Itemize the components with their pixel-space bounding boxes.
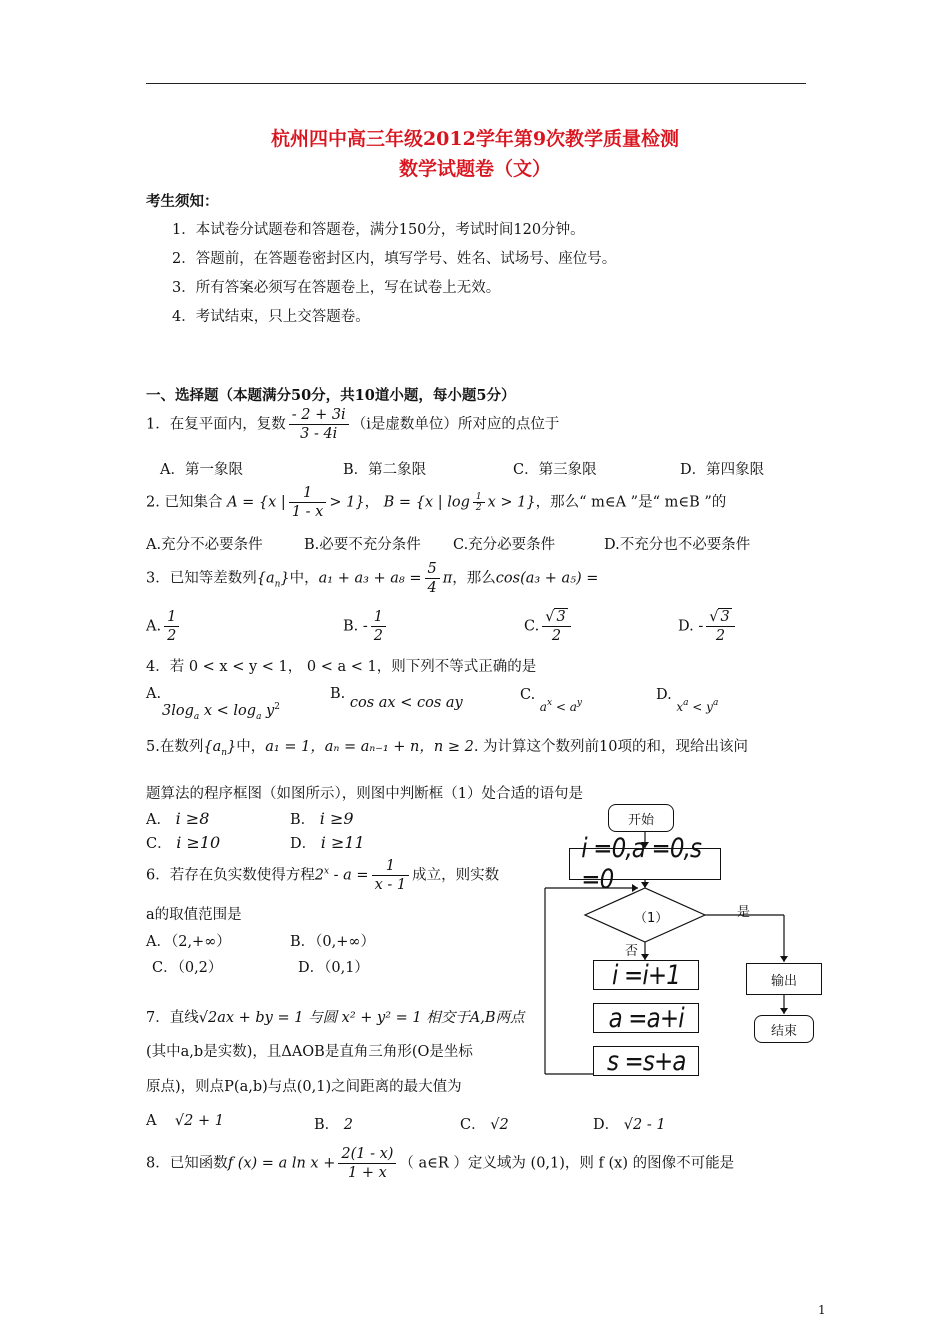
q3-option-b (343, 608, 389, 645)
question-7 (146, 1006, 524, 1027)
q3-opt-d-sqrt: 3 (720, 609, 730, 625)
q6-option-c: C．（0,2） (152, 960, 223, 976)
q1-fraction (289, 406, 349, 443)
flowchart-output: 输出 (746, 963, 822, 995)
question-3: 3．已知等差数列$\{a_n\}$中，a₁ + a₃ + a₈ = $\frac{5}{4}$ π，那么cos(a₃ + a₅) = (146, 561, 599, 596)
q6-expr-mid: - a = (329, 867, 369, 884)
flowchart-step1 (593, 960, 699, 990)
q6-option-a: A．（2,+∞） (146, 934, 231, 950)
q5-seq: {a (203, 739, 222, 755)
q3-opt-d-den: 2 (715, 628, 726, 644)
q3-opt-a-den: 2 (167, 628, 177, 644)
notice-item: 1．本试卷分试题卷和答题卷，满分150分，考试时间120分钟。 (172, 222, 585, 238)
q5-tail: . 为计算这个数列前10项的和，现给出该问 (473, 739, 749, 755)
q2-set-b-end: x > 1} (487, 494, 536, 511)
q5-opt-b-label: B． (290, 812, 316, 828)
q2-option-a: A.充分不必要条件 (146, 537, 263, 553)
q5-prefix: 5.在数列 (146, 739, 204, 755)
q3-pi: π (442, 570, 453, 587)
q4-opt-d-label: D. (656, 687, 672, 703)
q4-opt-d-sup2: a (712, 698, 719, 708)
q3-opt-c-label: C. (524, 618, 540, 635)
q8-fx: f (x) = a ln x + (227, 1155, 336, 1172)
q4-opt-a-expr: 3log (162, 703, 194, 719)
q1-prefix: 1．在复平面内，复数 (146, 416, 286, 433)
q6-suffix: 成立，则实数 (412, 867, 500, 884)
q2-numerator: 1 (289, 484, 327, 503)
q4-opt-c-mid: < a (552, 700, 577, 714)
q4-opt-a-sub2: a (256, 712, 262, 722)
q7-opt-c-label: C． (460, 1117, 486, 1133)
q3-fraction (425, 560, 440, 597)
q2-option-c: C.充分必要条件 (453, 537, 556, 553)
q3-opt-d-label: D. - (678, 618, 704, 635)
q3-den: 4 (427, 580, 437, 596)
flowchart-yes-label: 是 (737, 905, 751, 920)
q3-prefix: 3．已知等差数列 (146, 570, 257, 587)
q7-option-a (146, 1113, 224, 1129)
q6-den: x - 1 (374, 877, 407, 893)
flowchart-start: 开始 (608, 804, 674, 832)
q3-option-c (524, 608, 574, 645)
q5-opt-c-label: C． (146, 836, 172, 852)
q2-set-a-end: > 1} (329, 494, 365, 511)
q5-seq-sub: n (221, 748, 228, 758)
q4-opt-b-label: B. (330, 686, 346, 702)
q5-opt-b: i ≥9 (319, 809, 354, 828)
q4-opt-d-mid: < y (688, 700, 713, 714)
q7-line2: (其中a,b是实数)，且ΔAOB是直角三角形(O是坐标 (146, 1044, 473, 1060)
q6-expr: 2 (314, 867, 324, 884)
question-2: 2. 已知集合 A = {x | $\frac{1}{1 - x}$ > 1}， B = {x | log $\frac{1}{2}$ x > 1}，那么“ m∈A ”是“ m∈B ”的 (146, 485, 727, 520)
q4-opt-a-sub: a (193, 712, 200, 722)
q8-den: 1 + x (348, 1165, 387, 1181)
q3-opt-a-num: 1 (164, 608, 179, 627)
q4-opt-c-sup2: y (576, 698, 582, 708)
q3-opt-b-num: 1 (371, 608, 386, 627)
q3-opt-c-den: 2 (551, 628, 562, 644)
q5-mid: 中， (236, 739, 266, 755)
flowchart-decision: （1） (634, 911, 669, 926)
q7-option-b (314, 1113, 353, 1134)
q4-opt-b-expr: cos ax < cos ay (349, 695, 463, 711)
q4-opt-d-sup1: a (683, 698, 689, 708)
q5-line2: 题算法的程序框图（如图所示），则图中判断框（1）处合适的语句是 (146, 786, 583, 802)
q7-opt-c: √2 (490, 1117, 509, 1133)
q1-option-a: A．第一象限 (160, 462, 243, 478)
flowchart-step3 (593, 1046, 699, 1076)
q7-opt-a: √2 + 1 (174, 1113, 224, 1129)
q3-cos: cos(a₃ + a₅) = (495, 570, 599, 587)
q6-expr-sup: x (323, 866, 330, 877)
q1-suffix: （i是虚数单位）所对应的点位于 (351, 416, 560, 433)
q3-option-a (146, 608, 182, 645)
question-4: 4．若 0 < x < y < 1， 0 < a < 1，则下列不等式正确的是 (146, 659, 537, 675)
q3-opt-b-den: 2 (373, 628, 384, 644)
q1-denominator: 3 - 4i (300, 426, 338, 442)
q1-numerator: - 2 + 3i (289, 406, 349, 425)
q4-opt-a-sup: 2 (274, 702, 280, 712)
q5-option-d (290, 832, 365, 853)
q2-option-b: B.必要不充分条件 (304, 537, 421, 553)
q4-opt-d-x: x (676, 700, 684, 714)
q7-opt-b: 2 (343, 1117, 353, 1133)
q3-opt-c-sqrt: 3 (556, 609, 566, 625)
q5-option-a (146, 808, 209, 829)
q3-opt-c-num: √ 3 (542, 608, 570, 627)
q7-opt-b-label: B． (314, 1117, 340, 1133)
q1-option-d: D．第四象限 (680, 462, 765, 478)
flowchart-step1-text: i =i+1 (611, 959, 680, 991)
q6-line2: a的取值范围是 (146, 907, 242, 923)
flowchart-init-text: i =0,a =0,s =0 (581, 833, 702, 895)
q6-option-b: B．（0,+∞） (290, 934, 375, 950)
q4-opt-a-label: A. (146, 686, 162, 702)
q3-opt-a-label: A. (146, 618, 162, 635)
q2-set-a: A = {x | (227, 494, 286, 511)
section-heading: 一、选择题（本题满分50分，共10道小题，每小题5分） (146, 387, 516, 404)
flowchart-step2-text: a =a+i (608, 1002, 684, 1034)
q3-mid: 中， (289, 570, 319, 587)
page-number: 1 (818, 1303, 826, 1317)
notice-item: 3．所有答案必须写在答题卷上，写在试卷上无效。 (172, 280, 501, 296)
exam-title: 杭州四中高三年级2012学年第9次教学质量检测 (270, 128, 680, 150)
q2-log-base-num: 1 (473, 492, 485, 503)
q5-n-cond: ，n ≥ 2 (419, 739, 474, 755)
q7-prefix: 7．直线 (146, 1010, 199, 1026)
q7-opt-d: √2 - 1 (623, 1117, 666, 1133)
q5-opt-d: i ≥11 (320, 833, 365, 852)
q3-eq: a₁ + a₃ + a₈ = (318, 570, 422, 587)
q4-opt-c-sup1: x (546, 698, 553, 708)
q6-fraction (372, 857, 410, 894)
q3-opt-a-frac (164, 608, 179, 645)
question-8 (146, 1145, 734, 1182)
q8-num: 2(1 - x) (338, 1145, 396, 1164)
q7-opt-a-label: A (146, 1113, 157, 1129)
q7-option-d (593, 1113, 666, 1134)
flowchart-step2 (593, 1003, 699, 1033)
q2-fraction (289, 484, 327, 521)
q2-log-base-den: 2 (475, 503, 482, 513)
q2-prefix: 2. 已知集合 (146, 494, 223, 511)
q2-log-base (473, 492, 485, 513)
q8-fraction (338, 1145, 396, 1182)
q5-opt-a: i ≥8 (175, 809, 210, 828)
q7-opt-d-label: D． (593, 1117, 620, 1133)
q8-prefix: 8．已知函数 (146, 1155, 228, 1172)
q2-set-b: B = {x | log (383, 494, 470, 511)
q4-option-b (330, 686, 463, 711)
q5-opt-a-label: A． (146, 812, 171, 828)
q4-opt-c-a: a (539, 700, 547, 714)
exam-subtitle: 数学试题卷（文） (398, 158, 551, 180)
q5-option-b (290, 808, 354, 829)
q4-opt-a-end: y (261, 703, 275, 719)
q7-expr: √2ax + by = 1 与圆 x² + y² = 1 相交于A,B两点 (198, 1010, 525, 1026)
question-5: 5.在数列$\{a_n\}$中，a₁ = 1，aₙ = aₙ₋₁ + n，n ≥ 2. 为计算这个数列前10项的和，现给出该问 (146, 739, 749, 758)
q5-opt-c: i ≥10 (176, 833, 221, 852)
notice-heading: 考生须知： (146, 193, 219, 210)
flowchart-step3-text: s =s+a (606, 1045, 686, 1077)
header-rule (146, 83, 806, 84)
q1-option-c: C．第三象限 (513, 462, 597, 478)
q5-a1: a₁ = 1 (265, 739, 311, 755)
q3-tail: ，那么 (452, 570, 496, 587)
q5-opt-d-label: D． (290, 836, 317, 852)
q2-option-d: D.不充分也不必要条件 (604, 537, 751, 553)
q2-tail: ，那么“ m∈A ”是“ m∈B ”的 (535, 494, 727, 511)
q8-cond: （ a∈R ）定义域为 (0,1)，则 f (x) 的图像不可能是 (399, 1155, 735, 1172)
q3-opt-d-frac (706, 608, 734, 645)
flowchart-end: 结束 (754, 1015, 814, 1043)
q6-prefix: 6．若存在负实数使得方程 (146, 867, 315, 884)
q3-seq: {a (256, 570, 275, 587)
q4-opt-c-label: C. (520, 687, 536, 703)
q5-option-c (146, 832, 220, 853)
q4-opt-a-mid: x < log (199, 703, 257, 719)
q3-opt-d-num: √ 3 (706, 608, 734, 627)
q7-line3: 原点)，则点P(a,b)与点(0,1)之间距离的最大值为 (146, 1079, 462, 1095)
q1-option-b: B．第二象限 (343, 462, 427, 478)
q3-opt-b-label: B. - (343, 618, 368, 635)
q3-num: 5 (425, 560, 440, 579)
flowchart-no-label: 否 (625, 944, 639, 959)
q7-option-c (460, 1113, 509, 1134)
question-6 (146, 857, 499, 894)
q3-opt-b-frac (371, 608, 386, 645)
q3-opt-c-frac (542, 608, 570, 645)
flowchart-init (569, 833, 721, 895)
q6-option-d: D．（0,1） (298, 960, 369, 976)
q6-num: 1 (372, 857, 410, 876)
q4-option-c (520, 686, 582, 714)
notice-item: 4．考试结束，只上交答题卷。 (172, 309, 370, 325)
q2-denominator: 1 - x (291, 504, 324, 520)
q4-option-d (656, 686, 719, 714)
question-1 (146, 406, 559, 443)
notice-item: 2．答题前，在答题卷密封区内，填写学号、姓名、试场号、座位号。 (172, 251, 617, 267)
q4-option-a (146, 686, 280, 722)
q5-an: ，aₙ = aₙ₋₁ + n (310, 739, 420, 755)
q3-option-d (678, 608, 738, 645)
q3-seq-sub: n (274, 579, 281, 590)
